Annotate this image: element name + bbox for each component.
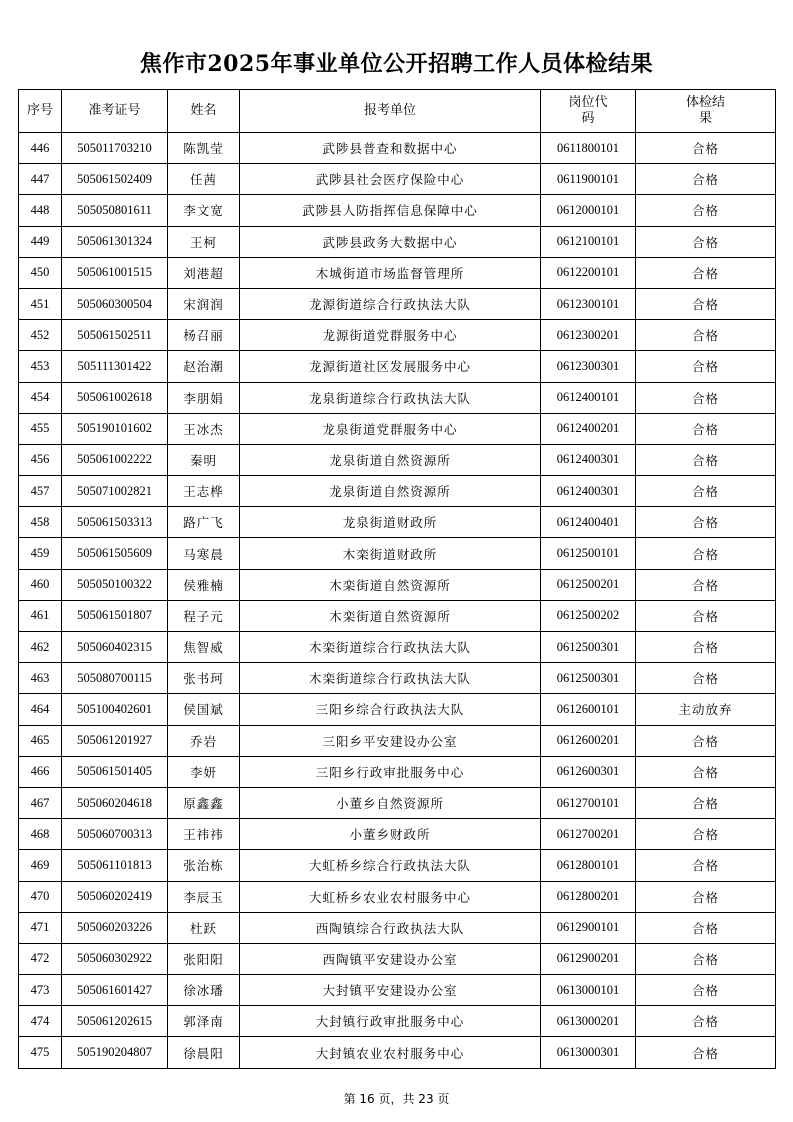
cell-seq: 464	[19, 694, 62, 725]
cell-result: 合格	[636, 912, 776, 943]
cell-unit: 武陟县人防指挥信息保障中心	[240, 195, 541, 226]
cell-name: 徐冰璠	[168, 975, 240, 1006]
cell-name: 宋润润	[168, 288, 240, 319]
cell-ticket: 505061503313	[62, 507, 168, 538]
table-row	[19, 1037, 776, 1068]
cell-name: 马寒晨	[168, 538, 240, 569]
cell-seq: 451	[19, 288, 62, 319]
cell-code: 0612700101	[541, 787, 636, 818]
cell-ticket: 505061502511	[62, 320, 168, 351]
cell-unit: 龙源街道社区发展服务中心	[240, 351, 541, 382]
cell-unit: 武陟县政务大数据中心	[240, 226, 541, 257]
cell-unit: 龙泉街道党群服务中心	[240, 413, 541, 444]
table-row	[19, 912, 776, 943]
cell-code: 0612500301	[541, 663, 636, 694]
table-row	[19, 257, 776, 288]
cell-result: 合格	[636, 320, 776, 351]
cell-result: 合格	[636, 507, 776, 538]
cell-code: 0612500301	[541, 632, 636, 663]
table-row	[19, 694, 776, 725]
cell-name: 王柯	[168, 226, 240, 257]
header-ticket: 准考证号	[62, 90, 168, 133]
table-row	[19, 226, 776, 257]
cell-name: 李妍	[168, 756, 240, 787]
cell-seq: 474	[19, 1006, 62, 1037]
cell-code: 0612300101	[541, 288, 636, 319]
header-code	[541, 90, 636, 133]
cell-ticket: 505071002821	[62, 476, 168, 507]
cell-result: 主动放弃	[636, 694, 776, 725]
cell-result: 合格	[636, 787, 776, 818]
table-row	[19, 444, 776, 475]
table-row	[19, 569, 776, 600]
cell-ticket: 505190101602	[62, 413, 168, 444]
cell-name: 张治栋	[168, 850, 240, 881]
cell-result: 合格	[636, 975, 776, 1006]
cell-ticket: 505060402315	[62, 632, 168, 663]
cell-seq: 448	[19, 195, 62, 226]
table-header-row	[19, 90, 776, 133]
cell-ticket: 505061002618	[62, 382, 168, 413]
table-row	[19, 663, 776, 694]
cell-seq: 463	[19, 663, 62, 694]
cell-code: 0612800101	[541, 850, 636, 881]
cell-unit: 三阳乡行政审批服务中心	[240, 756, 541, 787]
cell-name: 李文宽	[168, 195, 240, 226]
cell-seq: 460	[19, 569, 62, 600]
table-row	[19, 164, 776, 195]
cell-ticket: 505061501807	[62, 600, 168, 631]
cell-unit: 西陶镇平安建设办公室	[240, 943, 541, 974]
cell-result: 合格	[636, 663, 776, 694]
cell-name: 王祎祎	[168, 819, 240, 850]
cell-code: 0612900201	[541, 943, 636, 974]
cell-seq: 473	[19, 975, 62, 1006]
cell-code: 0612700201	[541, 819, 636, 850]
cell-name: 刘港超	[168, 257, 240, 288]
cell-name: 张阳阳	[168, 943, 240, 974]
cell-result: 合格	[636, 413, 776, 444]
cell-seq: 454	[19, 382, 62, 413]
cell-ticket: 505061502409	[62, 164, 168, 195]
cell-seq: 467	[19, 787, 62, 818]
cell-seq: 447	[19, 164, 62, 195]
cell-name: 侯国斌	[168, 694, 240, 725]
cell-name: 路广飞	[168, 507, 240, 538]
cell-result: 合格	[636, 1006, 776, 1037]
cell-unit: 龙泉街道财政所	[240, 507, 541, 538]
cell-seq: 453	[19, 351, 62, 382]
cell-name: 程子元	[168, 600, 240, 631]
cell-name: 焦智威	[168, 632, 240, 663]
cell-ticket: 505060300504	[62, 288, 168, 319]
table-body	[19, 133, 776, 1069]
cell-seq: 461	[19, 600, 62, 631]
cell-code: 0612400301	[541, 444, 636, 475]
cell-ticket: 505111301422	[62, 351, 168, 382]
header-code-label: 岗位代码	[568, 95, 608, 126]
cell-name: 王志桦	[168, 476, 240, 507]
cell-unit: 大封镇农业农村服务中心	[240, 1037, 541, 1068]
table-row	[19, 195, 776, 226]
header-name: 姓名	[168, 90, 240, 133]
cell-code: 0613000301	[541, 1037, 636, 1068]
cell-seq: 465	[19, 725, 62, 756]
cell-ticket: 505061601427	[62, 975, 168, 1006]
cell-code: 0612600301	[541, 756, 636, 787]
cell-seq: 472	[19, 943, 62, 974]
cell-code: 0612400401	[541, 507, 636, 538]
cell-unit: 木栾街道综合行政执法大队	[240, 663, 541, 694]
cell-seq: 457	[19, 476, 62, 507]
cell-seq: 459	[19, 538, 62, 569]
cell-result: 合格	[636, 881, 776, 912]
cell-result: 合格	[636, 569, 776, 600]
cell-code: 0612400201	[541, 413, 636, 444]
cell-result: 合格	[636, 257, 776, 288]
cell-name: 李辰玉	[168, 881, 240, 912]
cell-code: 0612600101	[541, 694, 636, 725]
cell-code: 0612800201	[541, 881, 636, 912]
cell-code: 0612100101	[541, 226, 636, 257]
cell-code: 0613000101	[541, 975, 636, 1006]
cell-ticket: 505061505609	[62, 538, 168, 569]
cell-ticket: 505061201927	[62, 725, 168, 756]
cell-ticket: 505100402601	[62, 694, 168, 725]
cell-seq: 466	[19, 756, 62, 787]
cell-seq: 469	[19, 850, 62, 881]
table-row	[19, 320, 776, 351]
cell-ticket: 505061001515	[62, 257, 168, 288]
cell-ticket: 505011703210	[62, 133, 168, 164]
table-row	[19, 413, 776, 444]
cell-result: 合格	[636, 632, 776, 663]
cell-code: 0612500201	[541, 569, 636, 600]
cell-seq: 450	[19, 257, 62, 288]
table-row	[19, 382, 776, 413]
cell-result: 合格	[636, 756, 776, 787]
cell-name: 秦明	[168, 444, 240, 475]
cell-ticket: 505060202419	[62, 881, 168, 912]
cell-ticket: 505190204807	[62, 1037, 168, 1068]
table-row	[19, 787, 776, 818]
cell-unit: 大虹桥乡农业农村服务中心	[240, 881, 541, 912]
cell-unit: 木城街道市场监督管理所	[240, 257, 541, 288]
table-row	[19, 819, 776, 850]
cell-code: 0612600201	[541, 725, 636, 756]
cell-ticket: 505061002222	[62, 444, 168, 475]
cell-result: 合格	[636, 444, 776, 475]
cell-seq: 475	[19, 1037, 62, 1068]
cell-seq: 468	[19, 819, 62, 850]
cell-name: 陈凯莹	[168, 133, 240, 164]
cell-unit: 龙泉街道自然资源所	[240, 444, 541, 475]
cell-unit: 武陟县社会医疗保险中心	[240, 164, 541, 195]
cell-ticket: 505061301324	[62, 226, 168, 257]
cell-ticket: 505060302922	[62, 943, 168, 974]
cell-name: 郭泽南	[168, 1006, 240, 1037]
cell-result: 合格	[636, 382, 776, 413]
cell-unit: 龙源街道综合行政执法大队	[240, 288, 541, 319]
cell-ticket: 505060700313	[62, 819, 168, 850]
table-row	[19, 1006, 776, 1037]
cell-code: 0612300301	[541, 351, 636, 382]
cell-unit: 大封镇行政审批服务中心	[240, 1006, 541, 1037]
table-row	[19, 975, 776, 1006]
cell-ticket: 505080700115	[62, 663, 168, 694]
cell-unit: 武陟县普查和数据中心	[240, 133, 541, 164]
cell-code: 0612400301	[541, 476, 636, 507]
cell-result: 合格	[636, 164, 776, 195]
cell-result: 合格	[636, 943, 776, 974]
cell-result: 合格	[636, 1037, 776, 1068]
cell-result: 合格	[636, 133, 776, 164]
cell-name: 杜跃	[168, 912, 240, 943]
cell-unit: 龙泉街道综合行政执法大队	[240, 382, 541, 413]
cell-ticket: 505061101813	[62, 850, 168, 881]
cell-code: 0612400101	[541, 382, 636, 413]
table-row	[19, 850, 776, 881]
table-row	[19, 538, 776, 569]
cell-code: 0612500202	[541, 600, 636, 631]
cell-seq: 449	[19, 226, 62, 257]
cell-name: 徐晨阳	[168, 1037, 240, 1068]
cell-unit: 木栾街道自然资源所	[240, 569, 541, 600]
table-row	[19, 881, 776, 912]
header-seq: 序号	[19, 90, 62, 133]
cell-name: 原鑫鑫	[168, 787, 240, 818]
cell-ticket: 505060204618	[62, 787, 168, 818]
table-row	[19, 507, 776, 538]
cell-code: 0612200101	[541, 257, 636, 288]
cell-ticket: 505050801611	[62, 195, 168, 226]
cell-code: 0612900101	[541, 912, 636, 943]
table-row	[19, 943, 776, 974]
cell-name: 杨召丽	[168, 320, 240, 351]
cell-unit: 西陶镇综合行政执法大队	[240, 912, 541, 943]
cell-seq: 470	[19, 881, 62, 912]
cell-unit: 三阳乡平安建设办公室	[240, 725, 541, 756]
cell-seq: 452	[19, 320, 62, 351]
cell-result: 合格	[636, 288, 776, 319]
cell-ticket: 505061202615	[62, 1006, 168, 1037]
cell-seq: 462	[19, 632, 62, 663]
cell-name: 赵治潮	[168, 351, 240, 382]
cell-name: 任茜	[168, 164, 240, 195]
header-result-label: 体检结果	[685, 95, 725, 126]
cell-code: 0612500101	[541, 538, 636, 569]
cell-result: 合格	[636, 600, 776, 631]
cell-name: 侯雅楠	[168, 569, 240, 600]
cell-result: 合格	[636, 725, 776, 756]
page-title: 焦作市2025年事业单位公开招聘工作人员体检结果	[139, 51, 654, 77]
cell-code: 0612000101	[541, 195, 636, 226]
header-result	[636, 90, 776, 133]
cell-ticket: 505050100322	[62, 569, 168, 600]
cell-seq: 446	[19, 133, 62, 164]
table-row	[19, 600, 776, 631]
cell-seq: 471	[19, 912, 62, 943]
cell-name: 张书珂	[168, 663, 240, 694]
cell-result: 合格	[636, 819, 776, 850]
cell-unit: 木栾街道综合行政执法大队	[240, 632, 541, 663]
table-row	[19, 288, 776, 319]
table-row	[19, 476, 776, 507]
cell-result: 合格	[636, 476, 776, 507]
cell-unit: 木栾街道自然资源所	[240, 600, 541, 631]
table-row	[19, 632, 776, 663]
cell-unit: 三阳乡综合行政执法大队	[240, 694, 541, 725]
table-row	[19, 133, 776, 164]
table-row	[19, 351, 776, 382]
cell-result: 合格	[636, 351, 776, 382]
cell-unit: 龙泉街道自然资源所	[240, 476, 541, 507]
cell-unit: 大封镇平安建设办公室	[240, 975, 541, 1006]
table-row	[19, 756, 776, 787]
cell-code: 0611800101	[541, 133, 636, 164]
cell-unit: 大虹桥乡综合行政执法大队	[240, 850, 541, 881]
cell-result: 合格	[636, 850, 776, 881]
cell-name: 李朋娟	[168, 382, 240, 413]
cell-unit: 小董乡自然资源所	[240, 787, 541, 818]
cell-code: 0611900101	[541, 164, 636, 195]
cell-code: 0612300201	[541, 320, 636, 351]
cell-unit: 木栾街道财政所	[240, 538, 541, 569]
table-row	[19, 725, 776, 756]
cell-seq: 455	[19, 413, 62, 444]
cell-seq: 456	[19, 444, 62, 475]
cell-seq: 458	[19, 507, 62, 538]
cell-ticket: 505061501405	[62, 756, 168, 787]
cell-code: 0613000201	[541, 1006, 636, 1037]
cell-ticket: 505060203226	[62, 912, 168, 943]
cell-result: 合格	[636, 226, 776, 257]
results-table	[18, 89, 776, 1069]
cell-name: 乔岩	[168, 725, 240, 756]
cell-unit: 小董乡财政所	[240, 819, 541, 850]
cell-result: 合格	[636, 195, 776, 226]
cell-unit: 龙源街道党群服务中心	[240, 320, 541, 351]
header-unit: 报考单位	[240, 90, 541, 133]
cell-name: 王冰杰	[168, 413, 240, 444]
cell-result: 合格	[636, 538, 776, 569]
page-footer: 第 16 页，共 23 页	[343, 1092, 450, 1106]
